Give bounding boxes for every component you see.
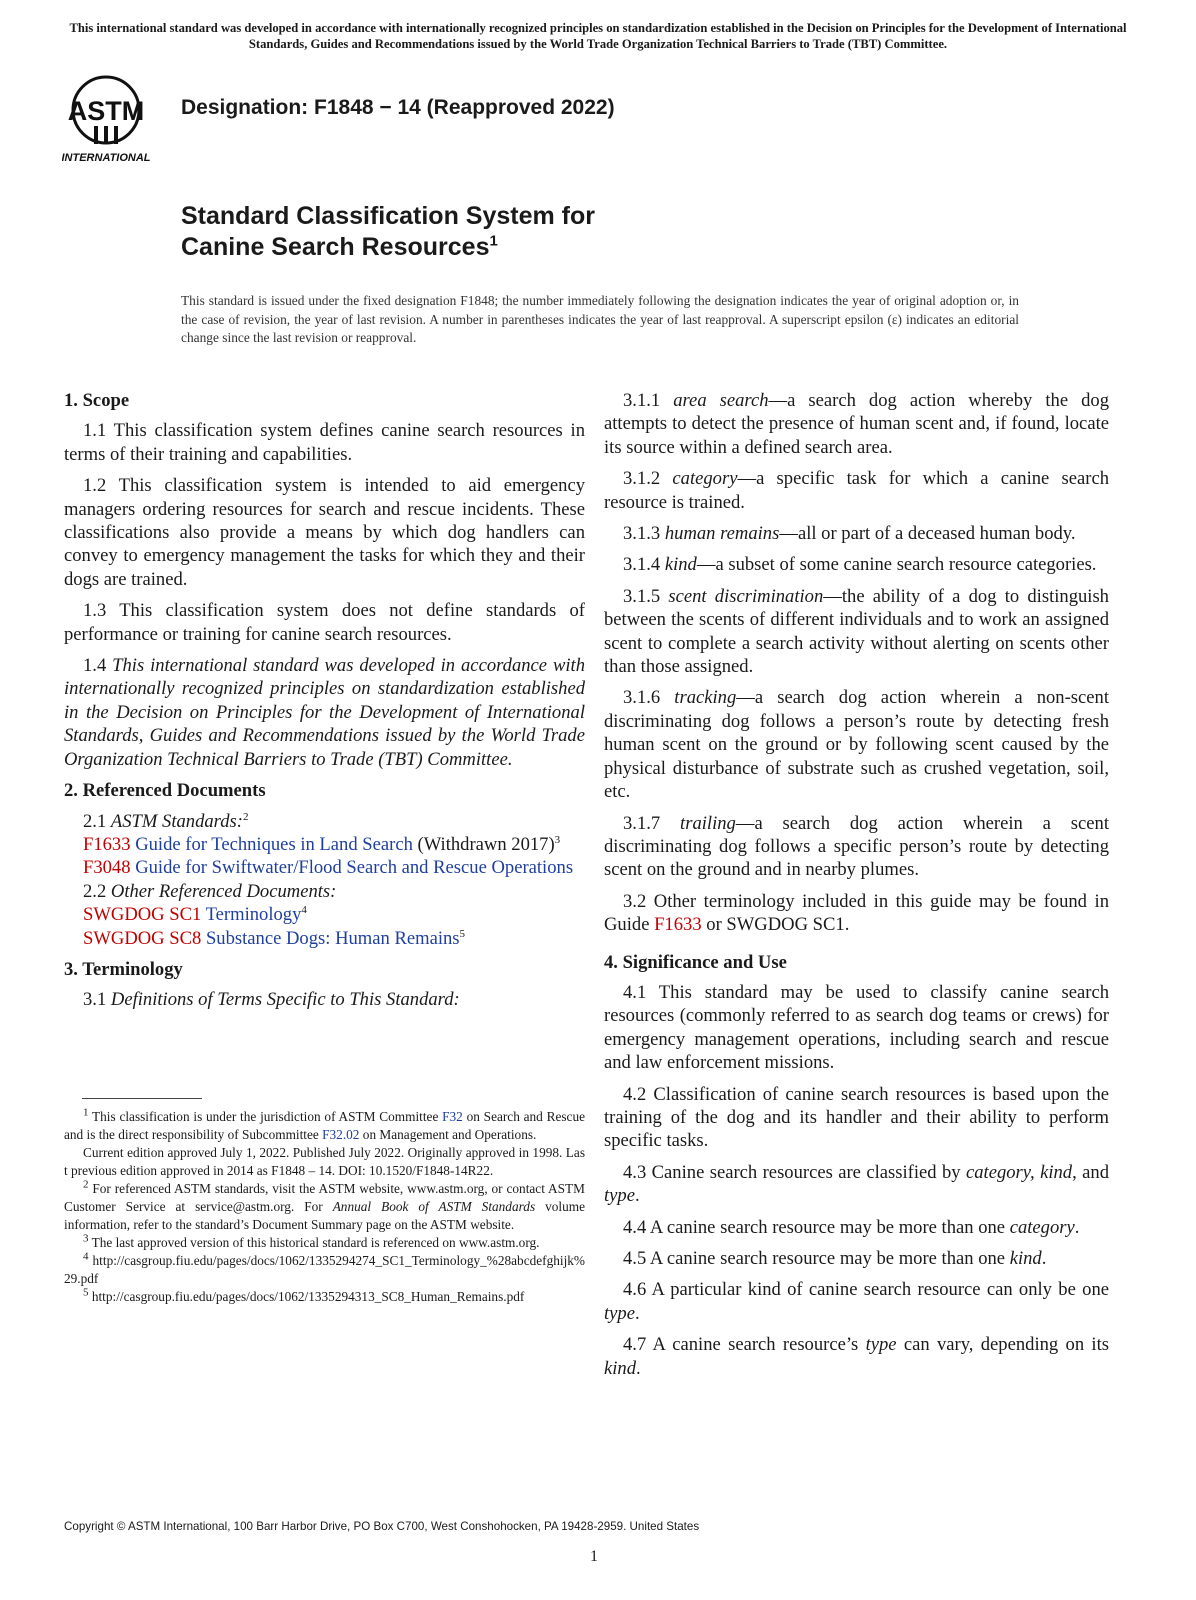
header-notice: This international standard was developed in accordance with internationally recognized principles on standardization established in the Decision on Principles for the Development of International Standards, Guides and Recommendations issued by the World Trade Organization Technical Barriers to Trade (TBT) Committee.	[69, 21, 1127, 51]
p2-1-sup: 2	[242, 810, 249, 823]
p4-7-a: 4.7 A canine search resource’s	[623, 1334, 866, 1356]
astm-logo-icon	[62, 70, 170, 166]
fn1-c: on Management and Operations.	[359, 1127, 537, 1142]
paragraph-4-1: 4.1 This standard may be used to classify canine search resources (commonly referred to as search dog teams or crews) for emergency management operations, including search and rescue and law enforcement missions.	[604, 981, 1109, 1074]
paragraph-1-4	[64, 654, 585, 771]
ref-sc1-code-link[interactable]: SWGDOG SC1	[83, 904, 202, 926]
term-3-1-7	[604, 812, 1109, 882]
t7-term: trailing	[680, 812, 736, 834]
t4-term: kind	[664, 554, 697, 576]
fn4-url: http://casgroup.fiu.edu/pages/docs/1062/1335294274_SC1_Terminology_%28abcdefghijk%29.pdf	[64, 1253, 585, 1286]
ref-f1633-note: (Withdrawn 2017)	[412, 833, 555, 855]
p4-3-c: .	[634, 1185, 640, 1207]
p4-7-c: .	[636, 1357, 641, 1379]
ref-sc1-title-link[interactable]: Terminology	[205, 904, 302, 926]
fn2-sup: 2	[83, 1178, 89, 1191]
ref-sc1-sup: 4	[301, 903, 307, 916]
ref-f3048-code-link[interactable]: F3048	[83, 857, 131, 879]
fn1-a: This classification is under the jurisdiction of ASTM Committee	[88, 1109, 443, 1124]
paragraph-3-2	[604, 890, 1109, 937]
reference-swgdog-sc8	[83, 927, 585, 950]
p3-1-num: 3.1	[83, 989, 111, 1011]
term-3-1-4	[604, 553, 1109, 576]
p4-6-b: .	[634, 1302, 640, 1324]
term-3-1-5	[604, 585, 1109, 679]
t2-def: —a specific task for which a canine search resource is trained.	[604, 468, 1109, 513]
title-line-2-text: Canine Search Resources	[181, 233, 490, 261]
fn3-sup: 3	[83, 1232, 89, 1245]
title-line-2	[181, 232, 595, 263]
fn5-url: http://casgroup.fiu.edu/pages/docs/1062/1335294313_SC8_Human_Remains.pdf	[88, 1289, 525, 1304]
fn1-b: on Search and Rescue and is the direct responsibility of Subcommittee	[64, 1109, 585, 1142]
footnote-4	[64, 1252, 585, 1288]
p4-4-i: category	[1009, 1216, 1075, 1238]
p3-2-a: 3.2 Other terminology included in this guide may be found in Guide	[604, 890, 1109, 936]
t6-num: 3.1.6	[623, 687, 675, 709]
t6-def: —a search dog action wherein a non-scent discriminating dog follows a person’s route by detecting fresh human scent on the ground or by following scent caused by the physical disturbance of substrate such as crushed vegetation, soil, etc.	[604, 687, 1109, 803]
p3-1-text: Definitions of Terms Specific to This Standard:	[110, 989, 460, 1011]
p4-3-a: 4.3 Canine search resources are classified by	[623, 1161, 966, 1183]
ref-f1633-title-link[interactable]: Guide for Techniques in Land Search	[135, 833, 413, 855]
p3-2-b: or SWGDOG SC1.	[701, 914, 850, 936]
paragraph-4-2: 4.2 Classification of canine search resources is based upon the training of the dog and its handler and their ability to perform specific tasks.	[604, 1083, 1109, 1152]
p4-7-i1: type	[865, 1334, 897, 1356]
ref-sc8-title-link[interactable]: Substance Dogs: Human Remains	[205, 927, 460, 949]
footnote-3	[64, 1234, 585, 1252]
t3-def: —all or part of a deceased human body.	[779, 523, 1076, 545]
p4-4-b: .	[1074, 1216, 1080, 1238]
footnote-divider	[82, 1098, 202, 1099]
logo-subtext: INTERNATIONAL	[62, 152, 151, 164]
section-1-heading: 1. Scope	[64, 390, 130, 411]
fn3-text: The last approved version of this historical standard is referenced on www.astm.org.	[88, 1235, 540, 1250]
paragraph-4-5	[604, 1247, 1109, 1270]
reference-f3048	[83, 856, 585, 879]
t1-num: 3.1.1	[623, 390, 674, 411]
paragraph-2-1	[64, 810, 585, 833]
t7-def: —a search dog action wherein a scent discriminating dog follows a specific person’s route by detecting scent on the ground and in nearby plumes.	[604, 812, 1109, 881]
section-4-heading: 4. Significance and Use	[604, 951, 787, 973]
t3-term: human remains	[664, 523, 780, 545]
p3-2-f1633-link[interactable]: F1633	[654, 914, 702, 936]
p4-7-b: can vary, depending on its	[896, 1334, 1109, 1356]
t2-num: 3.1.2	[623, 468, 673, 490]
p4-7-i2: kind	[604, 1357, 637, 1379]
fn2-italic: Annual Book of ASTM Standards	[332, 1199, 536, 1214]
issuance-statement: This standard is issued under the fixed designation F1848; the number immediately following the designation indicates the year of original adoption or, in the case of revision, the year of last revision. A number in parentheses indicates the year of last reapproval. A superscript epsilon (ε) indicates an editorial change since the last revision or reapproval.	[181, 293, 1019, 345]
term-3-1-6	[604, 686, 1109, 803]
paragraph-4-4	[604, 1216, 1109, 1239]
p2-2-text: Other Referenced Documents:	[110, 880, 337, 902]
fn1-f32-link[interactable]: F32	[442, 1109, 463, 1124]
term-3-1-1	[604, 389, 1109, 459]
copyright-notice: Copyright © ASTM International, 100 Barr Harbor Drive, PO Box C700, West Conshohocken, PA 19428-2959. United States	[64, 1520, 700, 1533]
footnote-1-current-edition: Current edition approved July 1, 2022. Published July 2022. Originally approved in 1998. Last previous edition approved in 2014 as F1848 – 14. DOI: 10.1520/F1848-14R22.	[64, 1145, 585, 1178]
fn4-sup: 4	[83, 1250, 89, 1263]
p4-3-b: , and	[1072, 1161, 1109, 1183]
title-footnote-marker: 1	[489, 232, 498, 250]
ref-sc8-sup: 5	[459, 927, 466, 940]
reference-swgdog-sc1	[83, 903, 585, 926]
document-title	[181, 201, 595, 263]
page-number: 1	[590, 1548, 598, 1565]
ref-f3048-title-link[interactable]: Guide for Swiftwater/Flood Search and Rescue Operations	[135, 857, 574, 879]
p4-5-b: .	[1041, 1248, 1047, 1269]
p4-6-a: 4.6 A particular kind of canine search resource can only be one	[623, 1279, 1109, 1301]
title-line-1: Standard Classification System for	[181, 202, 596, 230]
paragraph-3-1	[64, 988, 585, 1011]
left-column	[64, 389, 585, 1020]
ref-sc8-code-link[interactable]: SWGDOG SC8	[83, 927, 202, 949]
p2-1-text: ASTM Standards:	[110, 810, 243, 832]
reference-f1633	[83, 833, 585, 856]
designation: Designation: F1848 − 14 (Reapproved 2022)	[181, 96, 615, 119]
paragraph-4-6	[604, 1278, 1109, 1325]
t6-term: tracking	[674, 687, 737, 709]
p2-1-num: 2.1	[83, 810, 111, 832]
footnote-5	[64, 1288, 585, 1306]
fn1-f32-02-link[interactable]: F32.02	[322, 1127, 360, 1142]
fn2-b: volume information, refer to the standard’s Document Summary page on the ASTM website.	[64, 1199, 585, 1232]
p4-4-a: 4.4 A canine search resource may be more than one	[623, 1216, 1010, 1238]
footnote-2	[64, 1180, 585, 1234]
paragraph-2-2	[64, 880, 585, 903]
footnote-1	[64, 1108, 585, 1144]
ref-f1633-sup: 3	[554, 833, 561, 846]
paragraph-1-4-text: This international standard was developed in accordance with internationally recognized principles on standardization established in the Decision on Principles for the Development of International Standards, Guides and Recommendations issued by the World Trade Organization Technical Barriers to Trade (TBT) Committee.	[64, 655, 586, 770]
t5-def: —the ability of a dog to distinguish between the scents of different individuals and to work an assigned scent to complete a search activity without alerting on scents other than those assigned.	[604, 585, 1109, 678]
paragraph-1-3: 1.3 This classification system does not define standards of performance or training for canine search resources.	[64, 600, 585, 645]
paragraph-4-3	[604, 1161, 1109, 1208]
t3-num: 3.1.3	[623, 523, 665, 545]
p4-5-i: kind	[1009, 1248, 1042, 1269]
section-2-heading: 2. Referenced Documents	[64, 780, 266, 802]
p4-3-i1: category, kind	[965, 1161, 1073, 1183]
paragraph-1-1: 1.1 This classification system defines canine search resources in terms of their training and capabilities.	[64, 420, 585, 465]
t1-term: area search	[673, 390, 769, 411]
paragraph-1-4-num: 1.4	[83, 655, 113, 677]
t4-def: —a subset of some canine search resource categories.	[696, 554, 1097, 576]
term-3-1-2	[604, 467, 1109, 514]
t4-num: 3.1.4	[623, 554, 665, 576]
t7-num: 3.1.7	[623, 812, 681, 834]
p4-3-i2: type	[604, 1185, 635, 1207]
p2-2-num: 2.2	[83, 880, 111, 902]
paragraph-4-7	[604, 1333, 1109, 1380]
fn2-a: For referenced ASTM standards, visit the ASTM website, www.astm.org, or contact ASTM Customer Service at service@astm.org. For	[64, 1181, 585, 1214]
fn5-sup: 5	[83, 1286, 89, 1299]
section-3-heading: 3. Terminology	[64, 958, 183, 980]
astm-logo	[62, 70, 170, 166]
right-column	[604, 389, 1109, 1388]
term-3-1-3	[604, 522, 1109, 545]
fn1-sup: 1	[83, 1106, 89, 1119]
p4-6-i: type	[604, 1302, 635, 1324]
paragraph-1-2: 1.2 This classification system is intended to aid emergency managers ordering resources for search and rescue incidents. These classifications also provide a means by which dog handlers can convey to emergency management the tasks for which they and their dogs are trained.	[64, 475, 585, 590]
t5-term: scent discrimination	[668, 585, 824, 607]
ref-f1633-code-link[interactable]: F1633	[83, 833, 131, 855]
footnotes	[64, 1108, 585, 1306]
t5-num: 3.1.5	[623, 585, 669, 607]
t1-def: —a search dog action whereby the dog attempts to detect the presence of human scent and, if found, locate its source within a defined search area.	[604, 390, 1109, 458]
t2-term: category	[672, 468, 738, 490]
logo-text: ASTM	[67, 96, 145, 126]
p4-5-a: 4.5 A canine search resource may be more than one	[623, 1248, 1010, 1269]
